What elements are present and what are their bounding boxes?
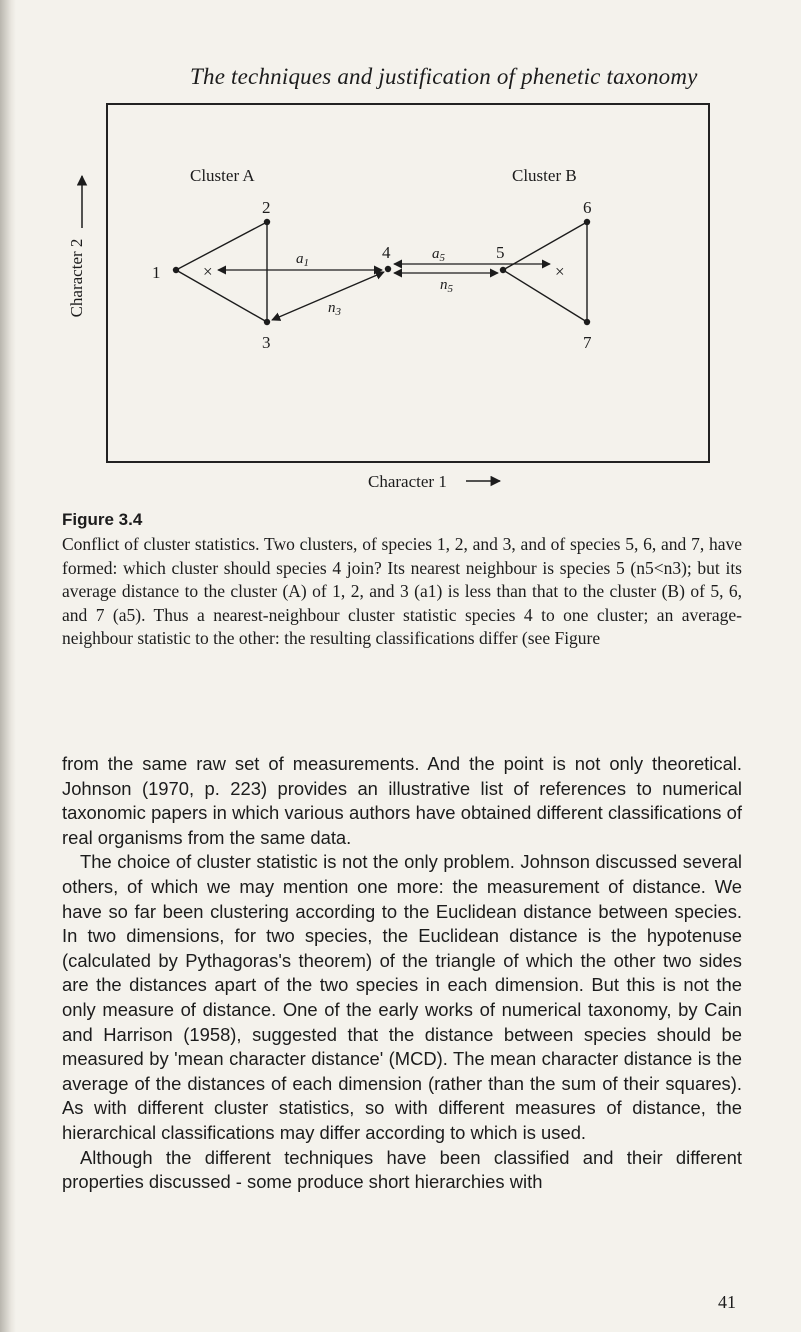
figure-caption-text: Conflict of cluster statistics. Two clusters, of species 1, 2, and 3, and of species 5, 6, and 7, have formed: which cluster should species 4 join? Its nearest neighbour is species 5 (n5<n3); but its average distance to the cluster (A) of 1, 2, and 3 (a1) is less than that to the cluster (B) of 5, 6, and 7 (a5). Thus a nearest-neighbour cluster statistic species 4 to one cluster; an average-neighbour statistic to the other: the resulting classifications differ (see Figure [62,534,742,649]
n3-label: $n_3$ [328,300,341,318]
species-6-point [584,219,590,225]
species-4-point [385,266,391,272]
cluster-a-centroid-marker: × [203,262,213,281]
species-3-point [264,319,270,325]
cluster-b-outline [503,222,587,322]
y-axis-label: Character 2 [67,238,86,318]
species-7-label: 7 [583,333,592,352]
species-3-label: 3 [262,333,271,352]
figure-caption [62,533,742,651]
species-4-label: 4 [382,243,391,262]
paragraph-2: The choice of cluster statistic is not the only problem. Johnson discussed several others, of which we may mention one more: the measurement of distance. We have so far been clustering according to the Euclidean distance between species. In two dimensions, for two species, the Euclidean distance is the hypotenuse (calculated by Pythagoras's theorem) of the triangle of which the other two sides are the distances apart of the two species in each dimension. But this is not the only measure of distance. One of the early works of numerical taxonomy, by Cain and Harrison (1958), suggested that the distance between species should be measured by 'mean character distance' (MCD). The mean character distance is the average of the distances of each dimension (rather than the sum of their squares). As with different cluster statistics, so with different measures of distance, the hierarchical classifications may differ according to which is used. [62,851,742,1143]
a5-label: $a_5$ [432,246,445,264]
species-1-label: 1 [152,263,161,282]
figure-label: Figure 3.4 [62,510,143,529]
species-5-point [500,267,506,273]
n5-label: $n_5$ [440,277,453,295]
paragraph-3: Although the different techniques have been classified and their different properties discussed - some produce short hierarchies with [62,1146,742,1193]
a1-label: $a_1$ [296,251,309,269]
figure-3-4-diagram [0,0,801,500]
species-6-label: 6 [583,198,592,217]
x-axis-label: Character 1 [368,472,447,491]
species-2-point [264,219,270,225]
cluster-a-outline [176,222,267,322]
species-7-point [584,319,590,325]
body-text [62,752,742,1195]
paragraph-1: from the same raw set of measurements. And the point is not only theoretical. Johnson (1970, p. 223) provides an illustrative list of references to numerical taxonomic papers in which various authors have obtained different classifications of real organisms from the same data. [62,753,742,848]
species-5-label: 5 [496,243,505,262]
cluster-b-label: Cluster B [512,166,577,185]
species-2-label: 2 [262,198,271,217]
running-head: The techniques and justification of phenetic taxonomy [190,64,698,89]
cluster-a-label: Cluster A [190,166,255,185]
cluster-b-centroid-marker: × [555,262,565,281]
page-number: 41 [718,1292,736,1312]
species-1-point [173,267,179,273]
